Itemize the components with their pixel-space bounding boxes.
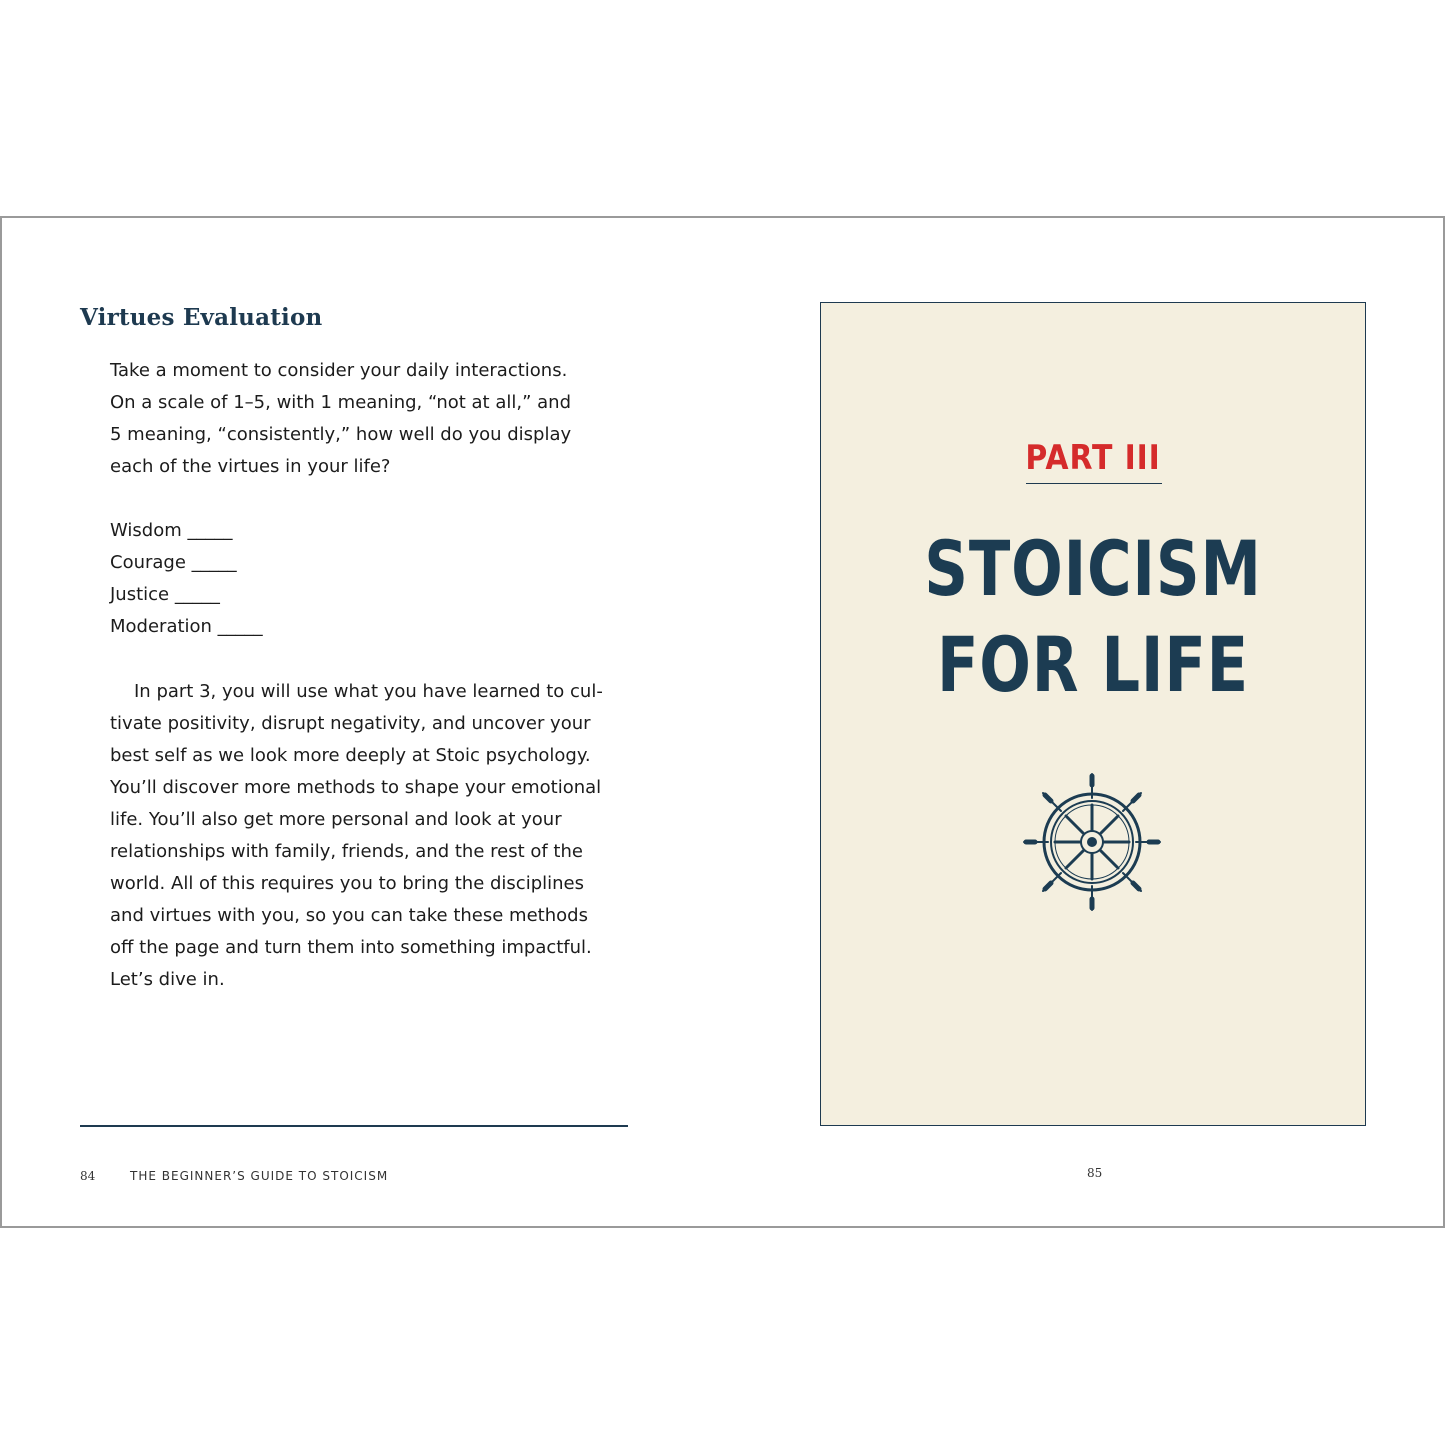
closing-paragraph [110,676,670,996]
virtue-wisdom: Wisdom _____ [110,520,233,541]
closing-line: and virtues with you, so you can take these methods [110,905,588,926]
part-label: PART III [1025,438,1161,478]
footer-rule [80,1125,628,1127]
virtue-courage: Courage _____ [110,552,237,573]
virtue-justice: Justice _____ [110,584,220,605]
intro-line: 5 meaning, “consistently,” how well do you display [110,424,572,445]
page-number-right: 85 [1087,1166,1103,1180]
virtues-list [110,515,670,643]
closing-line: In part 3, you will use what you have learned to cul- [134,681,603,702]
part-label-underline [1026,483,1162,484]
closing-line: relationships with family, friends, and the rest of the [110,841,583,862]
closing-line: off the page and turn them into something impactful. [110,937,592,958]
intro-paragraph [110,355,670,483]
page-number-left: 84 [80,1169,96,1183]
book-spread [0,216,1445,1228]
intro-line: each of the virtues in your life? [110,456,391,477]
closing-line: world. All of this requires you to bring the disciplines [110,873,584,894]
closing-line: life. You’ll also get more personal and look at your [110,809,562,830]
closing-line: You’ll discover more methods to shape your emotional [110,777,602,798]
part-title-panel [820,302,1366,1126]
closing-line: tivate positivity, disrupt negativity, and uncover your [110,713,591,734]
closing-line: best self as we look more deeply at Stoic psychology. [110,745,591,766]
virtue-moderation: Moderation _____ [110,616,263,637]
ship-wheel-icon [1021,771,1163,913]
part-title-line-1: STOICISM [924,524,1262,613]
part-title [875,521,1310,713]
section-heading: Virtues Evaluation [80,304,323,331]
intro-line: On a scale of 1–5, with 1 meaning, “not at all,” and [110,392,571,413]
intro-line: Take a moment to consider your daily interactions. [110,360,568,381]
running-head: THE BEGINNER’S GUIDE TO STOICISM [130,1169,389,1183]
closing-line: Let’s dive in. [110,969,225,990]
part-title-line-2: FOR LIFE [936,620,1250,709]
